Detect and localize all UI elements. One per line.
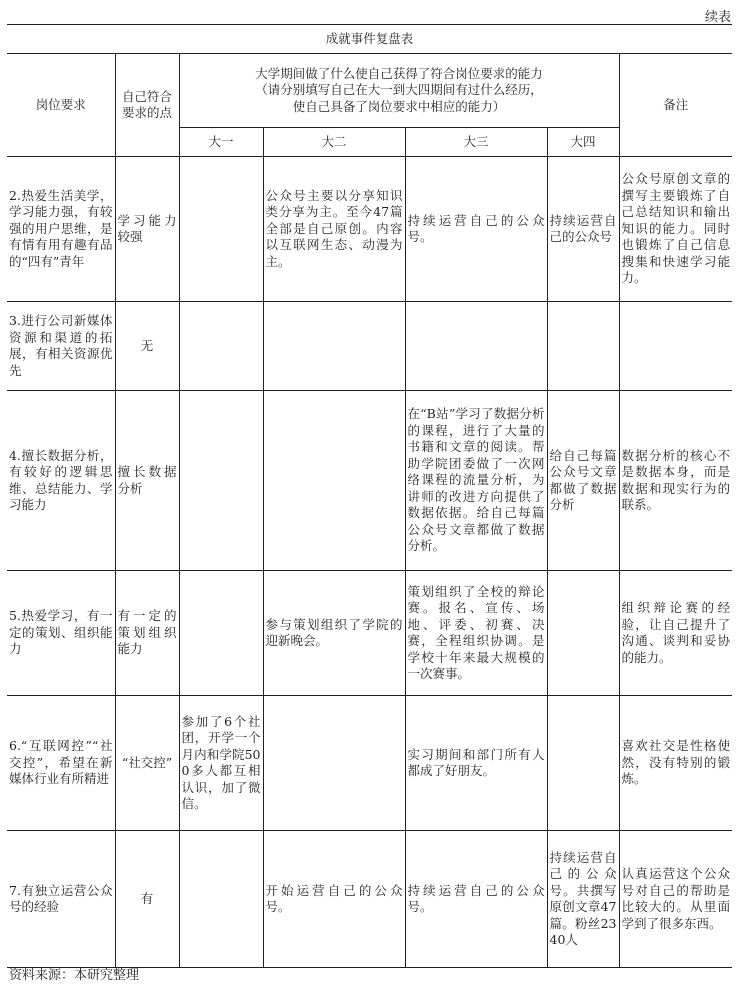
table-title: 成就事件复盘表: [7, 25, 732, 54]
header-year1: 大一: [179, 127, 263, 156]
cell-year1: [179, 302, 263, 391]
cell-year2: 参与策划组织了学院的迎新晚会。: [263, 571, 405, 696]
cell-match: 擅长数据分析: [115, 391, 179, 571]
cell-year1: [179, 391, 263, 571]
cell-year4: [547, 696, 619, 831]
cell-requirement: 2.热爱生活美学，学习能力强，有较强的用户思维，是有情有用有趣有品的“四有”青年: [7, 157, 115, 302]
continued-label: 续表: [704, 10, 731, 25]
cell-match: “社交控”: [115, 696, 179, 831]
cell-year4: [547, 571, 619, 696]
cell-match: 有: [115, 831, 179, 968]
header-match: 自己符合要求的点: [115, 54, 179, 157]
cell-remark: 认真运营这个公众号对自己的帮助是比较大的。从里面学到了很多东西。: [619, 831, 732, 968]
header-year3: 大三: [405, 127, 547, 156]
cell-year4: 持续运营自己的公众号: [547, 157, 619, 302]
cell-year4: 给自己每篇公众号文章都做了数据分析: [547, 391, 619, 571]
header-group-title: 大学期间做了什么使自己获得了符合岗位要求的能力: [255, 65, 543, 81]
achievement-review-table: [7, 24, 732, 968]
cell-year3: 持续运营自己的公众号。: [405, 157, 547, 302]
cell-year3: 持续运营自己的公众号。: [405, 831, 547, 968]
table-row: [7, 391, 732, 571]
cell-year2: 公众号主要以分享知识类分享为主。至今47篇全部是自己原创。内容以互联网生态、动漫为主。: [263, 157, 405, 302]
cell-match: 无: [115, 302, 179, 391]
cell-year2: [263, 302, 405, 391]
cell-requirement: 4.擅长数据分析，有较好的逻辑思维、总结能力、学习能力: [7, 391, 115, 571]
header-group: [179, 54, 619, 128]
cell-remark: 公众号原创文章的撰写主要锻炼了自己总结知识和输出知识的能力。同时也锻炼了自己信息搜集和快速学习能力。: [619, 157, 732, 302]
cell-match: 有一定的策划组织能力: [115, 571, 179, 696]
cell-year3: 实习期间和部门所有人都成了好朋友。: [405, 696, 547, 831]
cell-requirement: 7.有独立运营公众号的经验: [7, 831, 115, 968]
table-row: [7, 831, 732, 968]
cell-requirement: 6.“互联网控”“社交控”，希望在新媒体行业有所精进: [7, 696, 115, 831]
cell-year1: 参加了6个社团，开学一个月内和学院500多人都互相认识，加了微信。: [179, 696, 263, 831]
cell-year1: [179, 157, 263, 302]
cell-remark: 组织辩论赛的经验，让自己提升了沟通、谈判和妥协的能力。: [619, 571, 732, 696]
cell-requirement: 3.进行公司新媒体资源和渠道的拓展，有相关资源优先: [7, 302, 115, 391]
cell-year3: 在“B站”学习了数据分析的课程，进行了大量的书籍和文章的阅读。帮助学院团委做了一次网络课程的流量分析，为讲师的改进方向提供了数据依据。给自己每篇公众号文章都做了数据分析。: [405, 391, 547, 571]
cell-year2: [263, 391, 405, 571]
header-year4: 大四: [547, 127, 619, 156]
table-row: [7, 157, 732, 302]
cell-year2: [263, 696, 405, 831]
cell-year1: [179, 831, 263, 968]
table-row: [7, 571, 732, 696]
header-group-note-1: （请分别填写自己在大一到大四期间有过什么经历，: [255, 82, 543, 98]
table-row: [7, 302, 732, 391]
cell-remark: [619, 302, 732, 391]
cell-year1: [179, 571, 263, 696]
cell-remark: 喜欢社交是性格使然，没有特别的锻炼。: [619, 696, 732, 831]
cell-year3: 策划组织了全校的辩论赛。报名、宣传、场地、评委、初赛、决赛，全程组织协调。是学校十年来最大规模的一次赛事。: [405, 571, 547, 696]
cell-match: 学习能力较强: [115, 157, 179, 302]
cell-year3: [405, 302, 547, 391]
header-group-note-2: 使自己具备了岗位要求中相应的能力）: [292, 98, 506, 114]
header-remark: 备注: [619, 54, 732, 157]
source-note: 资料来源：本研究整理: [9, 968, 140, 983]
cell-remark: 数据分析的核心不是数据本身，而是数据和现实行为的联系。: [619, 391, 732, 571]
cell-year4: 持续运营自己的公众号。共撰写原创文章47篇。粉丝2340人: [547, 831, 619, 968]
table-row: [7, 696, 732, 831]
header-year2: 大二: [263, 127, 405, 156]
header-requirement: 岗位要求: [7, 54, 115, 157]
cell-year2: 开始运营自己的公众号。: [263, 831, 405, 968]
cell-requirement: 5.热爱学习，有一定的策划、组织能力: [7, 571, 115, 696]
cell-year4: [547, 302, 619, 391]
